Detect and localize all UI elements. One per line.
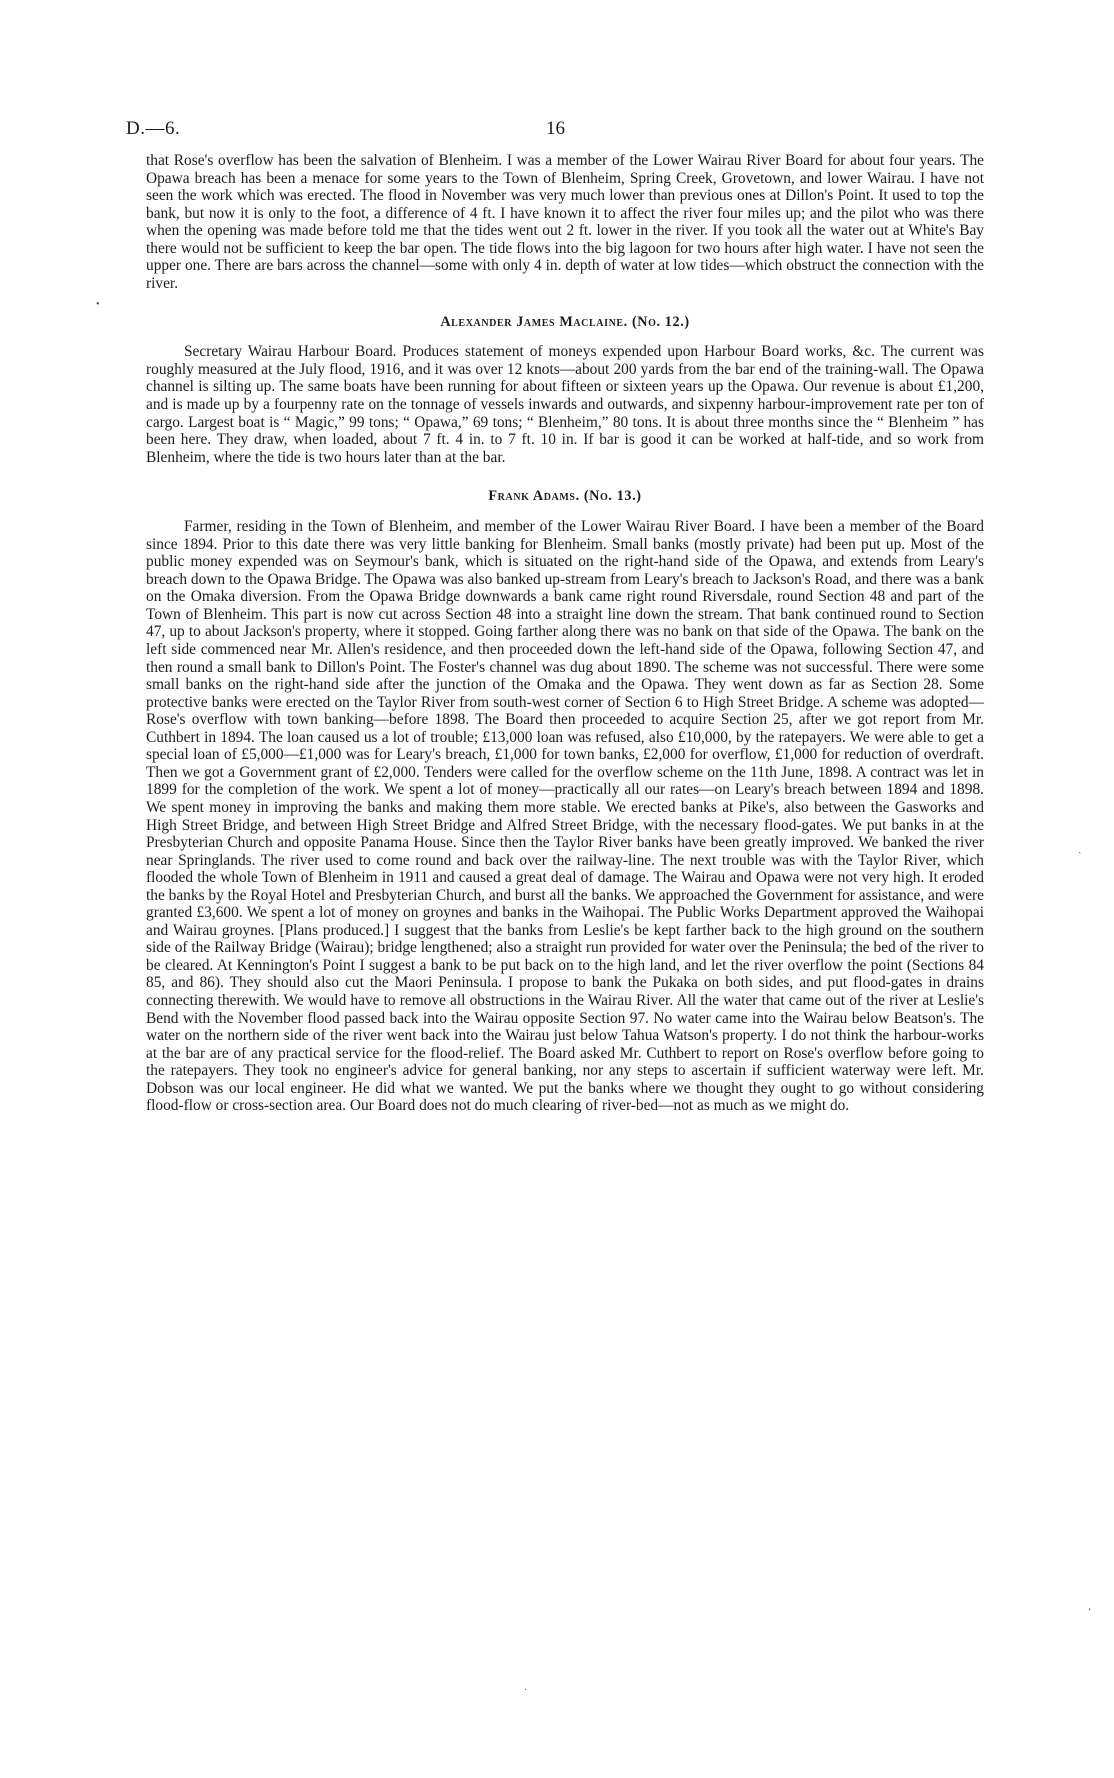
document-page bbox=[126, 112, 984, 1115]
page-header bbox=[126, 112, 984, 152]
section-heading-adams: Frank Adams. (No. 13.) bbox=[488, 488, 642, 505]
section-heading-maclaine: Alexander James Maclaine. (No. 12.) bbox=[440, 314, 690, 331]
margin-speck: ˎ bbox=[1078, 843, 1082, 854]
page-number: 16 bbox=[546, 118, 565, 139]
margin-speck: ʻ bbox=[1088, 1607, 1092, 1618]
page-reference: D.—6. bbox=[126, 118, 181, 139]
margin-speck: · bbox=[524, 1685, 528, 1696]
continued-paragraph: that Rose's overflow has been the salvation of Blenheim. I was a member of the Lower Wairau River Board for about four years. The Opawa breach has been a menace for some years to the Town of Blenheim, Spring Creek, Grovetown, and lower Wairau. I have not seen the work which was erected. The flood in November was very much lower than previous ones at Dillon's Point. It used to top the bank, but now it is only to the foot, a difference of 4 ft. I have known it to affect the river four miles up; and the pilot who was there when the opening was made before told me that the tides went out 2 ft. lower in the river. If you took all the water out at White's Bay there would not be sufficient to keep the bar open. The tide flows into the big lagoon for two hours after high water. I have not seen the upper one. There are bars across the channel—some with only 4 in. depth of water at low tides—which obstruct the connection with the river. bbox=[146, 152, 984, 292]
margin-speck: • bbox=[96, 299, 100, 310]
maclaine-evidence-paragraph: Secretary Wairau Harbour Board. Produces statement of moneys expended upon Harbour Board works, &c. The current was roughly measured at the July flood, 1916, and it was over 12 knots—about 200 yards from the bar end of the training-wall. The Opawa channel is silting up. The same boats have been running for about fifteen or sixteen years up the Opawa. Our revenue is about £1,200, and is made up by a fourpenny rate on the tonnage of vessels inwards and outwards, and sixpenny harbour-improvement rate per ton of cargo. Largest boat is “ Magic,” 99 tons; “ Opawa,” 69 tons; “ Blenheim,” 80 tons. It is about three months since the “ Blenheim ” has been here. They draw, when loaded, about 7 ft. 4 in. to 7 ft. 10 in. If bar is good it can be worked at half-tide, and so work from Blenheim, where the tide is two hours later than at the bar. bbox=[146, 343, 984, 466]
adams-evidence-paragraph: Farmer, residing in the Town of Blenheim, and member of the Lower Wairau River Board. I have been a member of the Board since 1894. Prior to this date there was very little banking for Blenheim. Small banks (mostly private) had been put up. Most of the public money expended was on Seymour's bank, which is situated on the right-hand side of the Opawa, and extends from Leary's breach down to the Opawa Bridge. The Opawa was also banked up-stream from Leary's breach to Jackson's Road, and there was a bank on the Omaka diversion. From the Opawa Bridge downwards a bank came right round Riversdale, round Section 48 and part of the Town of Blenheim. This part is now cut across Section 48 into a straight line down the stream. That bank continued round to Section 47, up to about Jackson's property, where it stopped. Going farther along there was no bank on that side of the Opawa. The bank on the left side commenced near Mr. Allen's residence, and then proceeded down the left-hand side of the Opawa, following Section 47, and then round a small bank to Dillon's Point. The Foster's channel was dug about 1890. The scheme was not successful. There were some small banks on the right-hand side after the junction of the Omaka and the Opawa. They went down as far as Section 28. Some protective banks were erected on the Taylor River from south-west corner of Section 6 to High Street Bridge. A scheme was adopted—Rose's overflow with town banking—before 1898. The Board then proceeded to acquire Section 25, after we got report from Mr. Cuthbert in 1894. The loan caused us a lot of trouble; £13,000 loan was refused, also £10,000, by the ratepayers. We were able to get a special loan of £5,000—£1,000 was for Leary's breach, £1,000 for town banks, £2,000 for overflow, £1,000 for reduction of overdraft. Then we got a Government grant of £2,000. Tenders were called for the overflow scheme on the 11th June, 1898. A contract was let in 1899 for the completion of the work. We spent a lot of money—practically all our rates—on Leary's breach between 1894 and 1898. We spent money in improving the banks and making them more stable. We erected banks at Pike's, also between the Gasworks and High Street Bridge, and between High Street Bridge and Alfred Street Bridge, with the necessary flood-gates. We put banks in at the Presbyterian Church and opposite Panama House. Since then the Taylor River banks have been greatly improved. We banked the river near Springlands. The river used to come round and back over the railway-line. The next trouble was with the Taylor River, which flooded the whole Town of Blenheim in 1911 and caused a great deal of damage. The Wairau and Opawa were not very high. It eroded the banks by the Royal Hotel and Presbyterian Church, and burst all the banks. We approached the Government for assistance, and were granted £3,600. We spent a lot of money on groynes and banks in the Waihopai. The Public Works Department approved the Waihopai and Wairau groynes. [Plans produced.] I suggest that the banks from Leslie's be kept farther back to the high ground on the southern side of the Railway Bridge (Wairau); bridge lengthened; also a straight run provided for water over the Peninsula; the bed of the river to be cleared. At Kennington's Point I suggest a bank to be put back on to the high land, and let the river overflow the point (Sections 84 85, and 86). They should also cut the Maori Peninsula. I propose to bank the Pukaka on both sides, and put flood-gates in drains connecting therewith. We would have to remove all obstructions in the Wairau River. All the water that came out of the river at Leslie's Bend with the November flood passed back into the Wairau opposite Section 97. No water came into the Wairau below Beatson's. The water on the northern side of the river went back into the Wairau just below Tahua Watson's property. I do not think the harbour-works at the bar are of any practical service for the flood-relief. The Board asked Mr. Cuthbert to report on Rose's overflow before going to the ratepayers. They took no engineer's advice for general banking, nor any steps to ascertain if sufficient waterway were left. Mr. Dobson was our local engineer. He did what we wanted. We put the banks where we thought they ought to go without considering flood-flow or cross-section area. Our Board does not do much clearing of river-bed—not as much as we might do. bbox=[146, 518, 984, 1115]
